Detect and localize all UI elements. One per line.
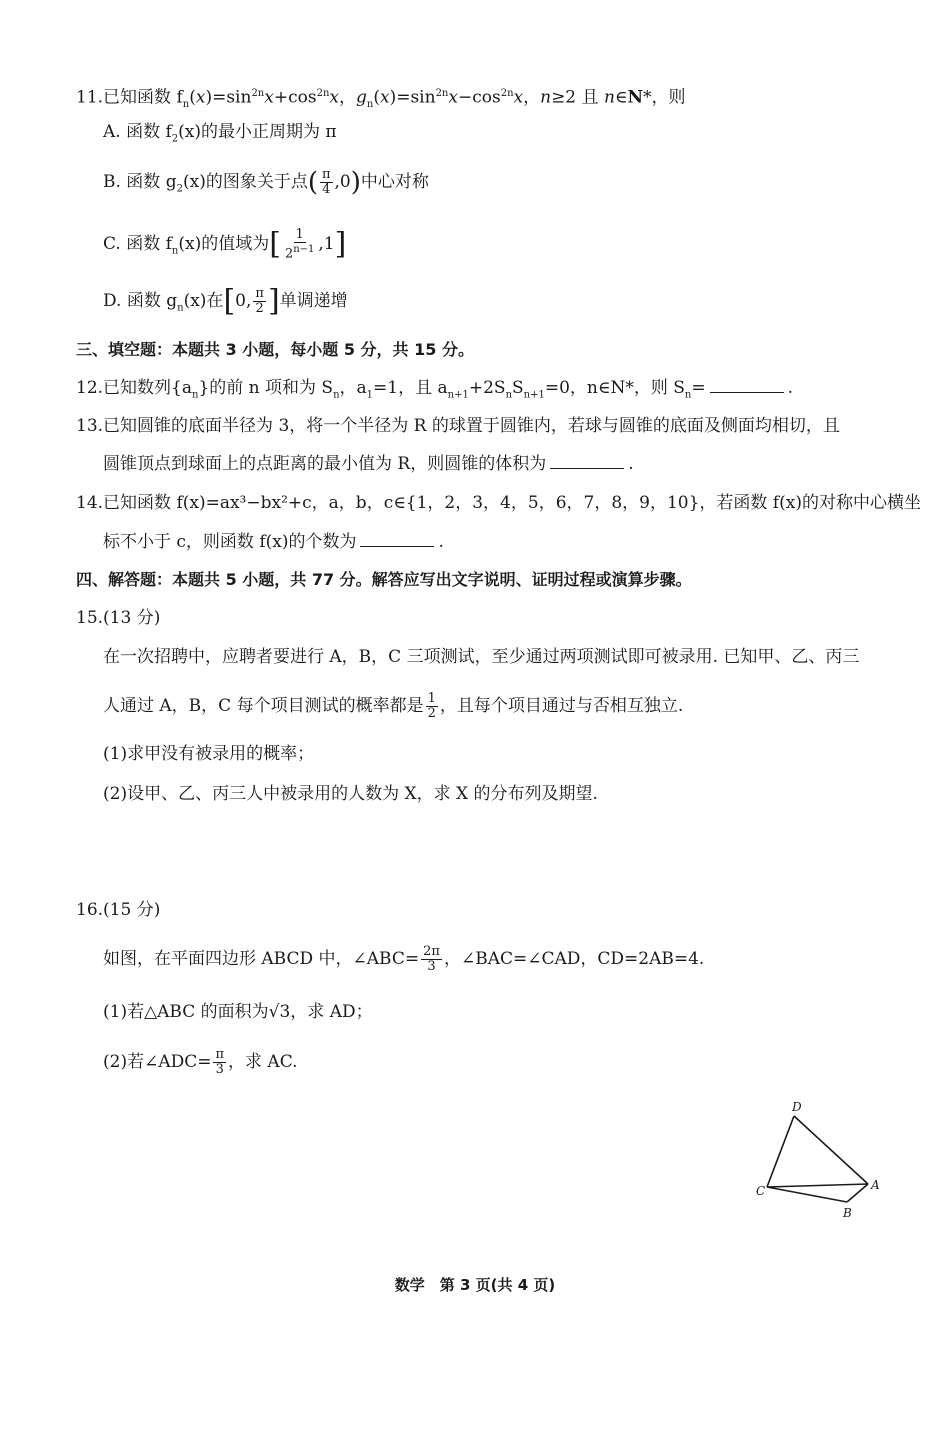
quadrilateral-figure — [750, 1095, 890, 1225]
q11-option-c: C. 函数 $f_n(x)$的值域为[ $\frac{1}{2^{n-1}}$ ,1] — [103, 226, 347, 262]
q11-option-d: D. 函数 $g_n(x)$在[0, $\frac{\pi}{2}$ ]单调递增 — [103, 283, 348, 319]
q11-stem: 11.已知函数 $f_n(x)=\sin^{2n}x+\cos^{2n}x$，$g_n(x)=\sin^{2n}x-\cos^{2n}x$，n≥2 且 n∈N*，则 — [76, 87, 686, 111]
q16-part1: (1)若△ABC 的面积为√3，求 AD； — [103, 1002, 373, 1022]
q14-line1: 14.已知函数 f(x)=ax³−bx²+c，a，b，c∈{1，2，3，4，5，6，7，8，9，10}，若函数 f(x)的对称中心横坐 — [76, 493, 921, 513]
section-heading-fill-in: 三、填空题：本题共 3 小题，每小题 5 分，共 15 分。 — [76, 340, 474, 359]
label-d: D — [792, 1100, 802, 1114]
answer-blank[interactable] — [710, 376, 784, 393]
q15-line1: 在一次招聘中，应聘者要进行 A，B，C 三项测试，至少通过两项测试即可被录用. 已知甲、乙、丙三 — [103, 647, 860, 667]
page-footer: 数学 第 3 页(共 4 页) — [394, 1276, 556, 1294]
q13-line2: 圆锥顶点到球面上的点距离的最小值为 R，则圆锥的体积为 . — [103, 454, 634, 474]
q16-number: 16.(15 分) — [76, 900, 161, 920]
answer-blank[interactable] — [360, 530, 434, 547]
q14-line2: 标不小于 c，则函数 f(x)的个数为 . — [103, 532, 444, 552]
q12: 12.已知数列$\{a_n\}$的前 n 项和为 $S_n$，$a_1=1$，且 $a_{n+1}+2S_nS_{n+1}=0$，n∈N*，则 $S_n=$ . — [76, 378, 793, 401]
q15-number: 15.(13 分) — [76, 608, 161, 628]
q11-option-b: B. 函数 $g_2(x)$的图象关于点( $\frac{\pi}{4}$ ,0)中心对称 — [103, 167, 429, 198]
answer-blank[interactable] — [550, 452, 624, 469]
q16-line1: 如图，在平面四边形 ABCD 中，∠ABC= $\frac{2\pi}{3}$ ，∠BAC=∠CAD，CD=2AB=4. — [103, 944, 705, 974]
q15-line2: 人通过 A，B，C 每个项目测试的概率都是 $\frac{1}{2}$ ，且每个项目通过与否相互独立. — [103, 691, 684, 721]
label-c: C — [756, 1184, 766, 1198]
q15-part1: (1)求甲没有被录用的概率； — [103, 744, 315, 764]
q15-part2: (2)设甲、乙、丙三人中被录用的人数为 X，求 X 的分布列及期望. — [103, 784, 598, 804]
label-a: A — [871, 1178, 880, 1192]
q13-line1: 13.已知圆锥的底面半径为 3，将一个半径为 R 的球置于圆锥内，若球与圆锥的底面及侧面均相切，且 — [76, 416, 840, 436]
q16-part2: (2)若∠ADC= $\frac{\pi}{3}$ ，求 AC. — [103, 1047, 298, 1077]
section-heading-solve: 四、解答题：本题共 5 小题，共 77 分。解答应写出文字说明、证明过程或演算步骤。 — [76, 570, 692, 589]
q11-option-a: A. 函数 $f_2(x)$的最小正周期为 π — [103, 122, 337, 145]
label-b: B — [843, 1206, 852, 1220]
